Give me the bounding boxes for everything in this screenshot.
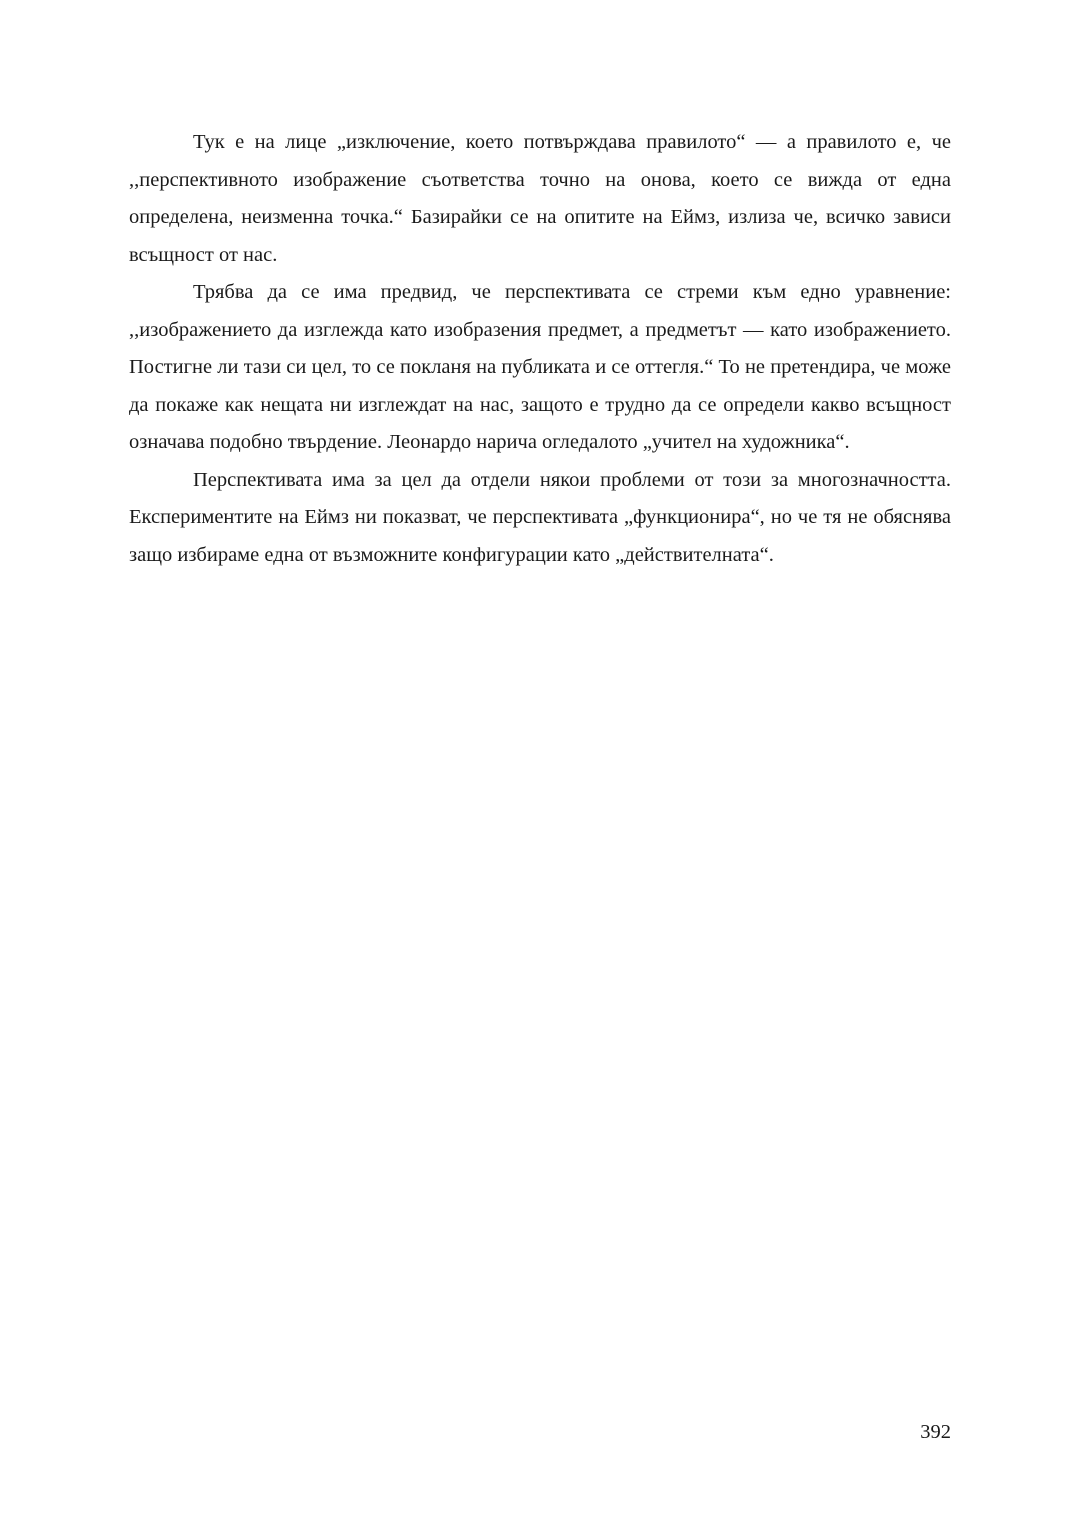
paragraph-1: Тук е на лице „изключение, което потвърждава правилото“ — а правилото е, че ,,перспективното изображение съответства точно на онова, което се вижда от една определена, неизменна точка.“ Базирайки се на опитите на Еймз, излиза че, всичко зависи всъщност от нас. xyxy=(129,131,951,266)
page-number: 392 xyxy=(920,1421,951,1443)
paragraph-3: Перспективата има за цел да отдели някои проблеми от този за многозначността. Експериментите на Еймз ни показват, че перспективата „функционира“, но че тя не обяснява защо избираме една от възможните конфигурации като „действителната“. xyxy=(129,468,951,566)
paragraph-2: Трябва да се има предвид, че перспективата се стреми към едно уравнение: ,,изображението да изглежда като изобразения предмет, а предметът — като изображението. Постигне ли тази си цел, то се покланя на публиката и се оттегля.“ То не претендира, че може да покаже как нещата ни изглеждат на нас, защото е трудно да се определи какво всъщност означава подобно твърдение. Леонардо нарича огледалото „учител на художника“. xyxy=(129,281,951,453)
body-text xyxy=(129,124,951,574)
